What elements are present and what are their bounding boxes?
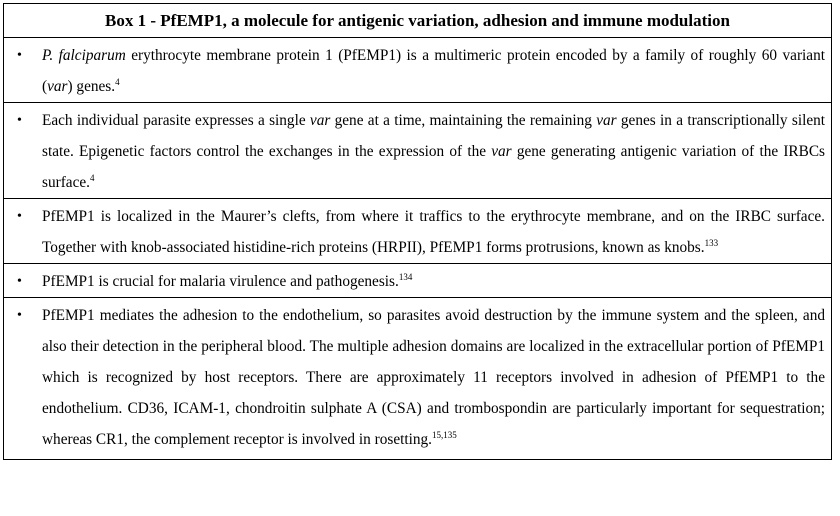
italic-text-run: var	[491, 143, 512, 160]
text-run: genes in a transcriptionally silent state. Epigenetic factors control the exchanges in the expression of the	[42, 112, 826, 160]
list-item	[4, 38, 831, 102]
reference-superscript: 134	[398, 272, 413, 282]
italic-text-run: P. falciparum	[42, 47, 126, 64]
bullet-icon: •	[17, 48, 22, 63]
text-run: PfEMP1 is crucial for malaria virulence and pathogenesis.	[42, 273, 399, 290]
bullet-icon: •	[17, 113, 22, 128]
bullet-icon: •	[17, 274, 22, 289]
text-run: Each individual parasite expresses a single	[42, 112, 310, 129]
text-run: PfEMP1 is localized in the Maurer’s clefts, from where it traffics to the erythrocyte membrane, and on the IRBC surface. Together with knob-associated histidine-rich proteins (HRPII), PfEMP1 forms protrusions, known as knobs.	[42, 208, 825, 256]
italic-text-run: var	[309, 112, 331, 129]
italic-text-run: var	[596, 112, 617, 129]
text-run: gene generating antigenic variation of the IRBCs surface.	[42, 143, 825, 191]
box-title: Box 1 - PfEMP1, a molecule for antigenic variation, adhesion and immune modulation	[4, 4, 831, 38]
text-box	[3, 3, 832, 460]
text-run: PfEMP1 mediates the adhesion to the endothelium, so parasites avoid destruction by the immune system and the spleen, and also their detection in the peripheral blood. The multiple adhesion domains are localized in the extracellular portion of PfEMP1 which is recognized by host receptors. There are approximately 11 receptors involved in adhesion of PfEMP1 to the endothelium. CD36, ICAM-1, chondroitin sulphate A (CSA) and trombospondin are particularly important for sequestration; whereas CR1, the complement receptor is involved in rosetting.	[42, 307, 825, 448]
text-run: gene at a time, maintaining the remaining	[330, 112, 597, 129]
italic-text-run: var	[47, 78, 68, 95]
bullet-icon: •	[17, 308, 22, 323]
bullet-list	[4, 38, 831, 459]
text-run: ) genes.	[67, 78, 116, 95]
reference-superscript: 133	[704, 238, 719, 248]
bullet-icon: •	[17, 209, 22, 224]
list-item	[4, 297, 831, 459]
list-item	[4, 198, 831, 263]
reference-superscript: 4	[89, 173, 95, 183]
reference-superscript: 4	[115, 77, 120, 87]
list-item	[4, 263, 831, 297]
reference-superscript: 15,135	[431, 430, 457, 440]
list-item	[4, 102, 831, 198]
text-run: erythrocyte membrane protein 1 (PfEMP1) is a multimeric protein encoded by a family of roughly 60 variant (	[42, 47, 825, 95]
